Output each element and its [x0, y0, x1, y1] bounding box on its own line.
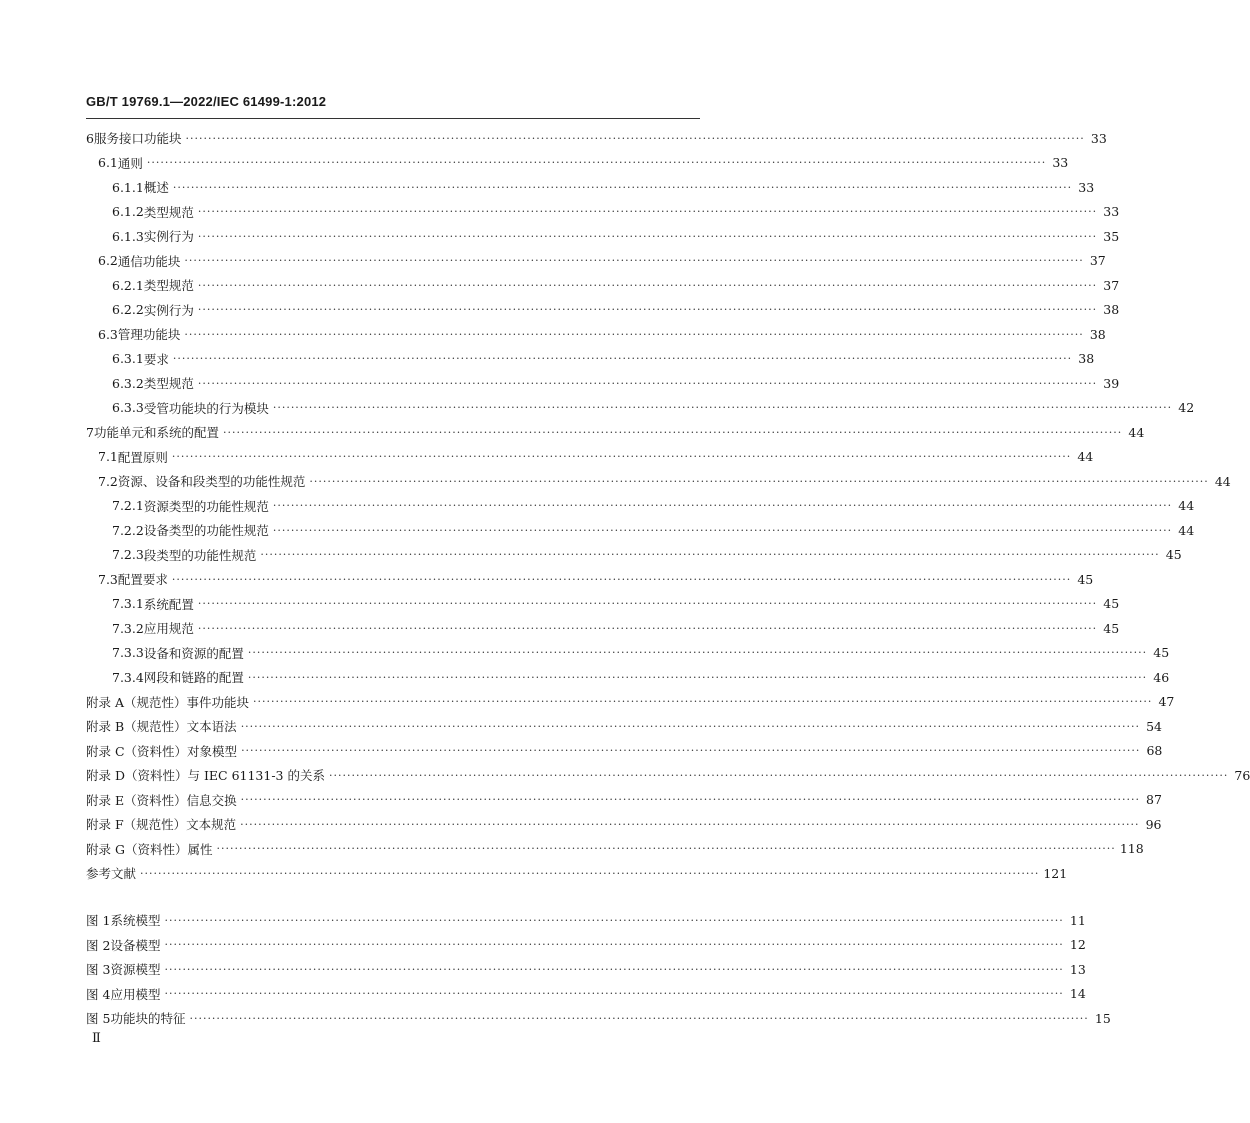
- figure-entry[interactable]: [86, 982, 1086, 1007]
- toc-number: 附录 C（资料性）: [86, 743, 188, 759]
- dot-leader: ········································································································································································································: [185, 131, 1085, 145]
- figure-title: 设备模型: [110, 937, 161, 953]
- toc-entry[interactable]: [86, 837, 1144, 862]
- dot-leader: ········································································································································································································: [272, 499, 1173, 513]
- toc-number: 6.2.2: [112, 302, 144, 318]
- toc-entry[interactable]: [86, 249, 1106, 274]
- figure-page-number: 11: [1069, 912, 1086, 928]
- toc-page-number: 35: [1103, 228, 1120, 244]
- figure-title: 系统模型: [110, 913, 161, 929]
- toc-number: 附录 E（资料性）: [86, 792, 187, 808]
- toc-entry[interactable]: [86, 175, 1095, 200]
- toc-title: 设备类型的功能性规范: [143, 523, 269, 539]
- page-number: Ⅱ: [92, 1031, 101, 1046]
- toc-page-number: 44: [1178, 498, 1195, 514]
- toc-number: 6.1: [98, 155, 118, 171]
- toc-page-number: 45: [1077, 571, 1094, 587]
- toc-entry[interactable]: [86, 592, 1120, 617]
- toc-title: 文本规范: [186, 817, 237, 833]
- toc-page-number: 44: [1214, 473, 1231, 489]
- dot-leader: ········································································································································································································: [222, 425, 1123, 439]
- figure-number: 图 4: [86, 986, 111, 1002]
- toc-entry[interactable]: [86, 224, 1120, 249]
- toc-title: 类型规范: [143, 204, 194, 220]
- table-of-contents: [86, 126, 1250, 886]
- toc-title: 与 IEC 61131-3 的关系: [187, 768, 325, 784]
- toc-title: 系统配置: [143, 596, 194, 612]
- dot-leader: ········································································································································································································: [197, 597, 1098, 611]
- toc-title: 对象模型: [187, 743, 238, 759]
- dot-leader: ········································································································································································································: [184, 327, 1084, 341]
- toc-number: 6.1.2: [112, 204, 144, 220]
- dot-leader: ········································································································································································································: [164, 987, 1064, 1001]
- toc-title: 段类型的功能性规范: [143, 547, 257, 563]
- toc-number: 7.3.2: [112, 620, 144, 636]
- toc-title: 网段和链路的配置: [143, 670, 244, 686]
- document-header: GB/T 19769.1—2022/IEC 61499-1:2012: [86, 94, 327, 109]
- toc-page-number: 96: [1145, 816, 1162, 832]
- toc-page-number: 68: [1146, 743, 1163, 759]
- dot-leader: ········································································································································································································: [197, 621, 1098, 635]
- toc-title: 管理功能块: [117, 327, 181, 343]
- toc-number: 附录 F（规范性）: [86, 817, 187, 833]
- toc-page-number: 45: [1165, 547, 1182, 563]
- toc-number: 附录 A（规范性）: [86, 694, 187, 710]
- toc-entry[interactable]: [86, 494, 1195, 519]
- toc-number: 7.2.2: [112, 522, 144, 538]
- figure-title: 资源模型: [110, 962, 161, 978]
- figure-entry[interactable]: [86, 957, 1086, 982]
- figure-page-number: 12: [1069, 937, 1086, 953]
- figure-number: 图 2: [86, 937, 111, 953]
- toc-title: 要求: [143, 351, 169, 367]
- dot-leader: ········································································································································································································: [171, 572, 1072, 586]
- toc-entry[interactable]: [86, 714, 1163, 739]
- toc-number: 7.3.4: [112, 669, 144, 685]
- figure-number: 图 1: [86, 913, 111, 929]
- dot-leader: ········································································································································································································: [197, 278, 1098, 292]
- toc-number: 7.1: [98, 449, 118, 465]
- dot-leader: ········································································································································································································: [171, 450, 1072, 464]
- toc-page-number: 45: [1103, 620, 1120, 636]
- toc-entry[interactable]: [86, 567, 1094, 592]
- dot-leader: ········································································································································································································: [197, 229, 1098, 243]
- toc-entry[interactable]: [86, 641, 1170, 666]
- toc-number: 附录 G（资料性）: [86, 841, 188, 857]
- toc-entry[interactable]: [86, 371, 1120, 396]
- toc-page-number: 33: [1052, 155, 1069, 171]
- toc-page-number: 118: [1119, 841, 1144, 857]
- toc-page-number: 45: [1153, 645, 1170, 661]
- toc-title: 文本语法: [186, 719, 237, 735]
- toc-entry[interactable]: [86, 126, 1107, 151]
- toc-entry[interactable]: [86, 665, 1170, 690]
- figure-page-number: 15: [1094, 1010, 1111, 1026]
- toc-number: 6.1.1: [112, 179, 144, 195]
- toc-entry[interactable]: [86, 298, 1120, 323]
- toc-page-number: 37: [1103, 277, 1120, 293]
- toc-number: 7.2.1: [112, 498, 144, 514]
- toc-title: 信息交换: [186, 792, 237, 808]
- toc-number: 7: [86, 424, 94, 440]
- toc-title: 配置原则: [117, 449, 168, 465]
- toc-entry[interactable]: [86, 812, 1162, 837]
- toc-entry[interactable]: [86, 322, 1106, 347]
- toc-title: 设备和资源的配置: [143, 645, 244, 661]
- toc-title: 参考文献: [86, 866, 137, 882]
- toc-title: 资源类型的功能性规范: [143, 498, 269, 514]
- dot-leader: ········································································································································································································: [164, 913, 1064, 927]
- dot-leader: ········································································································································································································: [164, 962, 1064, 976]
- header-rule: [86, 118, 700, 119]
- toc-title: 概述: [143, 180, 169, 196]
- toc-number: 7.3.3: [112, 645, 144, 661]
- dot-leader: ········································································································································································································: [309, 474, 1209, 488]
- toc-entry[interactable]: [86, 616, 1120, 641]
- toc-entry[interactable]: [86, 518, 1195, 543]
- list-of-figures: [86, 908, 1111, 1031]
- toc-title: 配置要求: [117, 572, 168, 588]
- figure-entry[interactable]: [86, 908, 1086, 933]
- toc-entry[interactable]: [86, 396, 1195, 421]
- figure-entry[interactable]: [86, 933, 1086, 958]
- toc-page-number: 44: [1077, 449, 1094, 465]
- dot-leader: ········································································································································································································: [140, 866, 1040, 880]
- toc-page-number: 44: [1128, 424, 1145, 440]
- toc-number: 附录 D（资料性）: [86, 768, 188, 784]
- dot-leader: ········································································································································································································: [329, 768, 1229, 782]
- figure-title: 功能块的特征: [110, 1011, 186, 1027]
- dot-leader: ········································································································································································································: [260, 548, 1160, 562]
- dot-leader: ········································································································································································································: [272, 523, 1173, 537]
- toc-title: 事件功能块: [186, 694, 250, 710]
- toc-page-number: 38: [1078, 351, 1095, 367]
- toc-page-number: 38: [1103, 302, 1120, 318]
- dot-leader: ········································································································································································································: [189, 1011, 1089, 1025]
- toc-page-number: 42: [1178, 400, 1195, 416]
- toc-entry[interactable]: [86, 420, 1145, 445]
- toc-page-number: 121: [1043, 865, 1068, 881]
- toc-title: 实例行为: [143, 229, 194, 245]
- dot-leader: ········································································································································································································: [247, 670, 1148, 684]
- dot-leader: ········································································································································································································: [241, 744, 1141, 758]
- toc-title: 应用规范: [143, 621, 194, 637]
- dot-leader: ········································································································································································································: [197, 303, 1098, 317]
- dot-leader: ········································································································································································································: [253, 695, 1153, 709]
- toc-number: 6.2.1: [112, 277, 144, 293]
- toc-page-number: 45: [1103, 596, 1120, 612]
- toc-entry[interactable]: [86, 273, 1120, 298]
- toc-page-number: 44: [1178, 522, 1195, 538]
- toc-entry[interactable]: [86, 469, 1231, 494]
- toc-page-number: 38: [1089, 326, 1106, 342]
- toc-entry[interactable]: [86, 690, 1175, 715]
- figure-title: 应用模型: [110, 986, 161, 1002]
- dot-leader: ········································································································································································································: [216, 842, 1116, 856]
- dot-leader: ········································································································································································································: [240, 793, 1140, 807]
- toc-page-number: 87: [1146, 792, 1162, 808]
- toc-number: 6.3: [98, 326, 118, 342]
- toc-title: 类型规范: [143, 376, 194, 392]
- figure-entry[interactable]: [86, 1006, 1111, 1031]
- toc-page-number: 33: [1103, 204, 1120, 220]
- toc-number: 7.2: [98, 473, 118, 489]
- toc-entry[interactable]: [86, 543, 1182, 568]
- toc-page-number: 39: [1103, 375, 1120, 391]
- toc-page-number: 33: [1078, 179, 1095, 195]
- toc-number: 6.3.3: [112, 400, 144, 416]
- toc-title: 实例行为: [143, 302, 194, 318]
- figure-number: 图 3: [86, 962, 111, 978]
- dot-leader: ········································································································································································································: [164, 938, 1064, 952]
- dot-leader: ········································································································································································································: [272, 401, 1173, 415]
- toc-number: 7.3.1: [112, 596, 144, 612]
- toc-title: 通则: [117, 155, 143, 171]
- toc-entry[interactable]: [86, 200, 1120, 225]
- toc-title: 类型规范: [143, 278, 194, 294]
- figure-number: 图 5: [86, 1011, 111, 1027]
- toc-number: 6: [86, 130, 94, 146]
- toc-entry[interactable]: [86, 739, 1163, 764]
- toc-title: 功能单元和系统的配置: [93, 425, 219, 441]
- dot-leader: ········································································································································································································: [240, 719, 1141, 733]
- toc-entry[interactable]: [86, 763, 1250, 788]
- toc-number: 7.3: [98, 571, 118, 587]
- toc-page-number: 76: [1234, 767, 1250, 783]
- toc-page-number: 54: [1146, 718, 1163, 734]
- toc-page-number: 46: [1153, 669, 1170, 685]
- dot-leader: ········································································································································································································: [247, 646, 1148, 660]
- figure-page-number: 14: [1069, 986, 1086, 1002]
- toc-title: 受管功能块的行为模块: [143, 400, 269, 416]
- toc-entry[interactable]: [86, 445, 1094, 470]
- toc-number: 附录 B（规范性）: [86, 719, 187, 735]
- dot-leader: ········································································································································································································: [197, 376, 1098, 390]
- dot-leader: ········································································································································································································: [240, 817, 1140, 831]
- toc-number: 6.1.3: [112, 228, 144, 244]
- figure-page-number: 13: [1069, 961, 1086, 977]
- dot-leader: ········································································································································································································: [184, 254, 1084, 268]
- dot-leader: ········································································································································································································: [197, 205, 1098, 219]
- toc-title: 服务接口功能块: [93, 131, 182, 147]
- toc-title: 通信功能块: [117, 253, 181, 269]
- toc-page-number: 47: [1158, 694, 1175, 710]
- toc-entry[interactable]: [86, 347, 1095, 372]
- dot-leader: ········································································································································································································: [146, 156, 1047, 170]
- toc-number: 7.2.3: [112, 547, 144, 563]
- toc-page-number: 37: [1089, 253, 1106, 269]
- dot-leader: ········································································································································································································: [172, 352, 1073, 366]
- toc-entry[interactable]: [86, 861, 1068, 886]
- toc-title: 属性: [187, 841, 213, 857]
- toc-entry[interactable]: [86, 151, 1069, 176]
- toc-page-number: 33: [1090, 130, 1107, 146]
- toc-number: 6.3.1: [112, 351, 144, 367]
- dot-leader: ········································································································································································································: [172, 180, 1073, 194]
- toc-number: 6.2: [98, 253, 118, 269]
- toc-title: 资源、设备和段类型的功能性规范: [117, 474, 306, 490]
- toc-number: 6.3.2: [112, 375, 144, 391]
- toc-entry[interactable]: [86, 788, 1162, 813]
